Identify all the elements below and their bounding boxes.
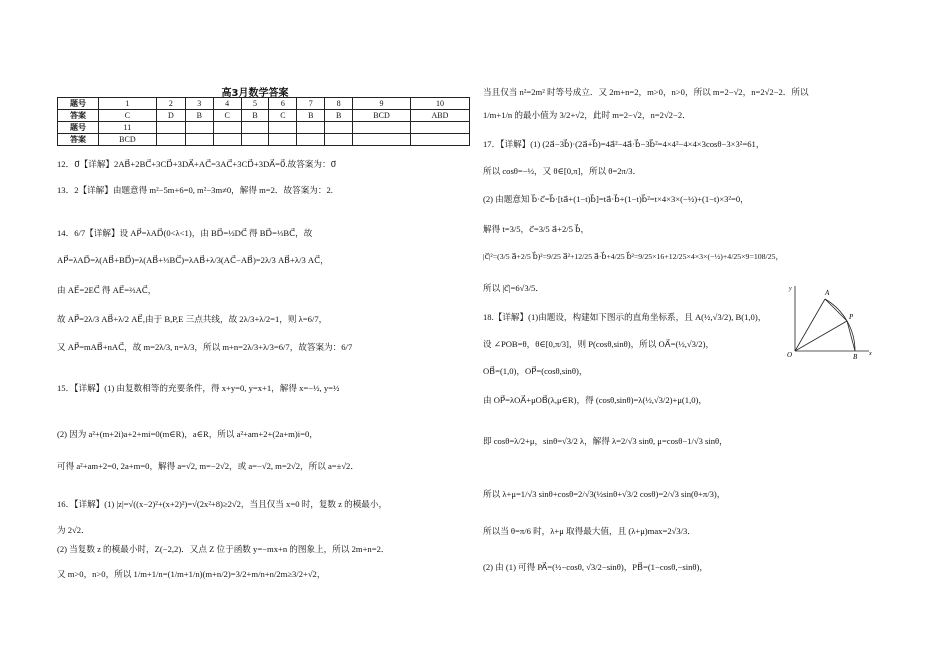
label-y: y	[789, 286, 792, 292]
q15-part1: 15．【详解】(1) 由复数相等的充要条件，得 x+y=0, y=x+1，解得 x=−½, y=½	[57, 383, 340, 393]
table-cell	[410, 122, 469, 134]
label-x: x	[869, 351, 872, 357]
q12: 12．0⃗【详解】2AB⃗+2BC⃗+3CD⃗+3DA⃗+AC⃗=3AC⃗+3CD⃗+3DA⃗=0⃗.故答案为：0⃗	[57, 159, 337, 169]
q14-line2: AP⃗=λAD⃗=λ(AB⃗+BD⃗)=λ(AB⃗+⅓BC⃗)=λAB⃗+λ/3(AC⃗−AB⃗)=2λ/3 AB⃗+λ/3 AC⃗，	[57, 255, 329, 265]
q14-line3: 由 AE⃗=2EC⃗ 得 AE⃗=⅔AC⃗，	[57, 285, 157, 295]
table-header-cell: 答案	[58, 110, 99, 122]
table-cell	[156, 134, 185, 146]
table-cell: B	[325, 110, 353, 122]
table-cell	[297, 122, 325, 134]
table-cell: B	[185, 110, 213, 122]
table-cell	[241, 134, 269, 146]
q17-part2-line3: |c⃗|²=(3/5 a⃗+2/5 b⃗)²=9/25 a⃗²+12/25 a⃗·b⃗+4/25 b⃗²=9/25×16+12/25×4×3×(−½)+4/25×9=108/25，	[483, 252, 784, 261]
table-cell: ABD	[410, 110, 469, 122]
q18-line4: 由 OP⃗=λOA⃗+μOB⃗(λ,μ∈R)，得 (cosθ,sinθ)=λ(½,√3/2)+μ(1,0)，	[483, 395, 707, 405]
q16-cont-line1: 当且仅当 n²=2m² 时等号成立．又 2m+n=2，m>0，n>0，所以 m=2−√2，n=2√2−2．所以	[483, 87, 809, 97]
q17-part2-line2: 解得 t=3/5，c⃗=3/5 a⃗+2/5 b⃗，	[483, 224, 590, 234]
table-cell: C	[99, 110, 157, 122]
table-cell: C	[213, 110, 241, 122]
table-cell: 7	[297, 98, 325, 110]
table-cell	[156, 122, 185, 134]
table-cell: 3	[185, 98, 213, 110]
table-cell: 6	[269, 98, 297, 110]
q18-part2: (2) 由 (1) 可得 PA⃗=(½−cosθ, √3/2−sinθ)，PB⃗=(1−cosθ,−sinθ)，	[483, 562, 708, 572]
q18-line5: 即 cosθ=λ/2+μ，sinθ=√3/2 λ，解得 λ=2/√3 sinθ, μ=cosθ−1/√3 sinθ，	[483, 436, 728, 446]
q13: 13．2【详解】由题意得 m²−5m+6=0, m²−3m≠0，解得 m=2．故答案为：2.	[57, 185, 333, 195]
table-cell: 8	[325, 98, 353, 110]
table-cell: 4	[213, 98, 241, 110]
table-cell: 2	[156, 98, 185, 110]
q17-part2-line4: 所以 |c⃗|=6√3/5．	[483, 283, 544, 293]
table-header-cell: 答案	[58, 134, 99, 146]
table-cell: 1	[99, 98, 157, 110]
answer-table	[57, 97, 470, 146]
table-cell: 11	[99, 122, 157, 134]
q14-line4: 故 AP⃗=2λ/3 AB⃗+λ/2 AE⃗,由于 B,P,E 三点共线，故 2λ/3+λ/2=1，则 λ=6/7，	[57, 314, 328, 324]
q18-line1: 18.【详解】(1)由题设，构建如下图示的直角坐标系，且 A(½,√3/2), B(1,0)，	[483, 312, 767, 322]
label-A: A	[825, 289, 830, 297]
label-O: O	[787, 351, 793, 359]
table-header-cell: 题号	[58, 122, 99, 134]
answer-table-row	[58, 134, 470, 146]
q18-line2: 设 ∠POB=θ，θ∈[0,π/3]，则 P(cosθ,sinθ)，所以 OA⃗=(½,√3/2)，	[483, 339, 715, 349]
q16-cont-line2: 1/m+1/n 的最小值为 3/2+√2，此时 m=2−√2，n=2√2−2．	[483, 110, 691, 120]
segment-PB	[847, 321, 855, 351]
page-title: 高3月数学答案	[221, 88, 289, 99]
table-cell	[410, 134, 469, 146]
label-P: P	[849, 313, 854, 321]
table-cell	[241, 122, 269, 134]
table-cell	[213, 122, 241, 134]
q18-line7: 所以当 θ=π/6 时，λ+μ 取得最大值，且 (λ+μ)max=2√3/3．	[483, 526, 696, 536]
table-cell	[325, 122, 353, 134]
table-cell	[297, 134, 325, 146]
q17-part2-line1: (2) 由题意知 b⃗·c⃗=b⃗·[ta⃗+(1−t)b⃗]=ta⃗·b⃗+(1−t)b⃗²=t×4×3×(−½)+(1−t)×3²=0，	[483, 194, 749, 204]
table-cell: B	[297, 110, 325, 122]
table-cell: BCD	[353, 110, 411, 122]
table-cell	[185, 134, 213, 146]
q17-line2: 所以 cosθ=−½，又 θ∈[0,π]，所以 θ=2π/3．	[483, 166, 642, 176]
table-cell: 10	[410, 98, 469, 110]
table-cell	[353, 122, 411, 134]
answer-table-row	[58, 98, 470, 110]
table-cell	[213, 134, 241, 146]
table-cell	[269, 122, 297, 134]
label-B: B	[853, 353, 858, 361]
table-cell: 9	[353, 98, 411, 110]
table-cell	[325, 134, 353, 146]
table-cell: D	[156, 110, 185, 122]
answer-table-row	[58, 110, 470, 122]
q17-line1: 17．【详解】(1) (2a⃗−3b⃗)·(2a⃗+b⃗)=4a⃗²−4a⃗·b⃗−3b⃗²=4×4²−4×4×3cosθ−3×3²=61，	[483, 139, 765, 149]
coordinate-figure	[785, 283, 875, 363]
q16-line1: 16．【详解】(1) |z|=√((x−2)²+(x+2)²)=√(2x²+8)≥2√2，当且仅当 x=0 时，复数 z 的模最小，	[57, 499, 388, 509]
table-cell: C	[269, 110, 297, 122]
table-cell	[185, 122, 213, 134]
table-cell: 5	[241, 98, 269, 110]
q18-line6: 所以 λ+μ=1/√3 sinθ+cosθ=2/√3(½sinθ+√3/2 cosθ)=2/√3 sin(θ+π/3)，	[483, 489, 726, 499]
table-cell	[269, 134, 297, 146]
q14-line1: 14．6/7【详解】设 AP⃗=λAD⃗(0<λ<1)，由 BD⃗=½DC⃗ 得 BD⃗=⅓BC⃗，故	[57, 228, 313, 238]
table-cell	[353, 134, 411, 146]
q14-line5: 又 AP⃗=mAB⃗+nAC⃗，故 m=2λ/3, n=λ/3，所以 m+n=2λ/3+λ/3=6/7，故答案为：6/7	[57, 342, 353, 352]
q18-line3: OB⃗=(1,0)，OP⃗=(cosθ,sinθ)，	[483, 366, 588, 376]
segment-OP	[795, 321, 847, 351]
q16-line2: 为 2√2．	[57, 525, 90, 535]
table-cell: B	[241, 110, 269, 122]
table-cell: BCD	[99, 134, 157, 146]
q16-part2-line2: 又 m>0，n>0，所以 1/m+1/n=(1/m+1/n)(m+n/2)=3/2+m/n+n/2m≥3/2+√2，	[57, 569, 326, 579]
q15-part2-line2: 可得 a²+am+2=0, 2a+m=0，解得 a=√2, m=−2√2，或 a=−√2, m=2√2，所以 a=±√2．	[57, 461, 359, 471]
table-header-cell: 题号	[58, 98, 99, 110]
q16-part2-line1: (2) 当复数 z 的模最小时，Z(−2,2)．又点 Z 位于函数 y=−mx+n 的图象上，所以 2m+n=2．	[57, 544, 390, 554]
q15-part2-line1: (2) 因为 a²+(m+2i)a+2+mi=0(m∈R)，a∈R，所以 a²+am+2+(2a+m)i=0，	[57, 429, 318, 439]
segment-OA	[795, 299, 825, 351]
segment-AP	[825, 299, 847, 321]
answer-table-row	[58, 122, 470, 134]
